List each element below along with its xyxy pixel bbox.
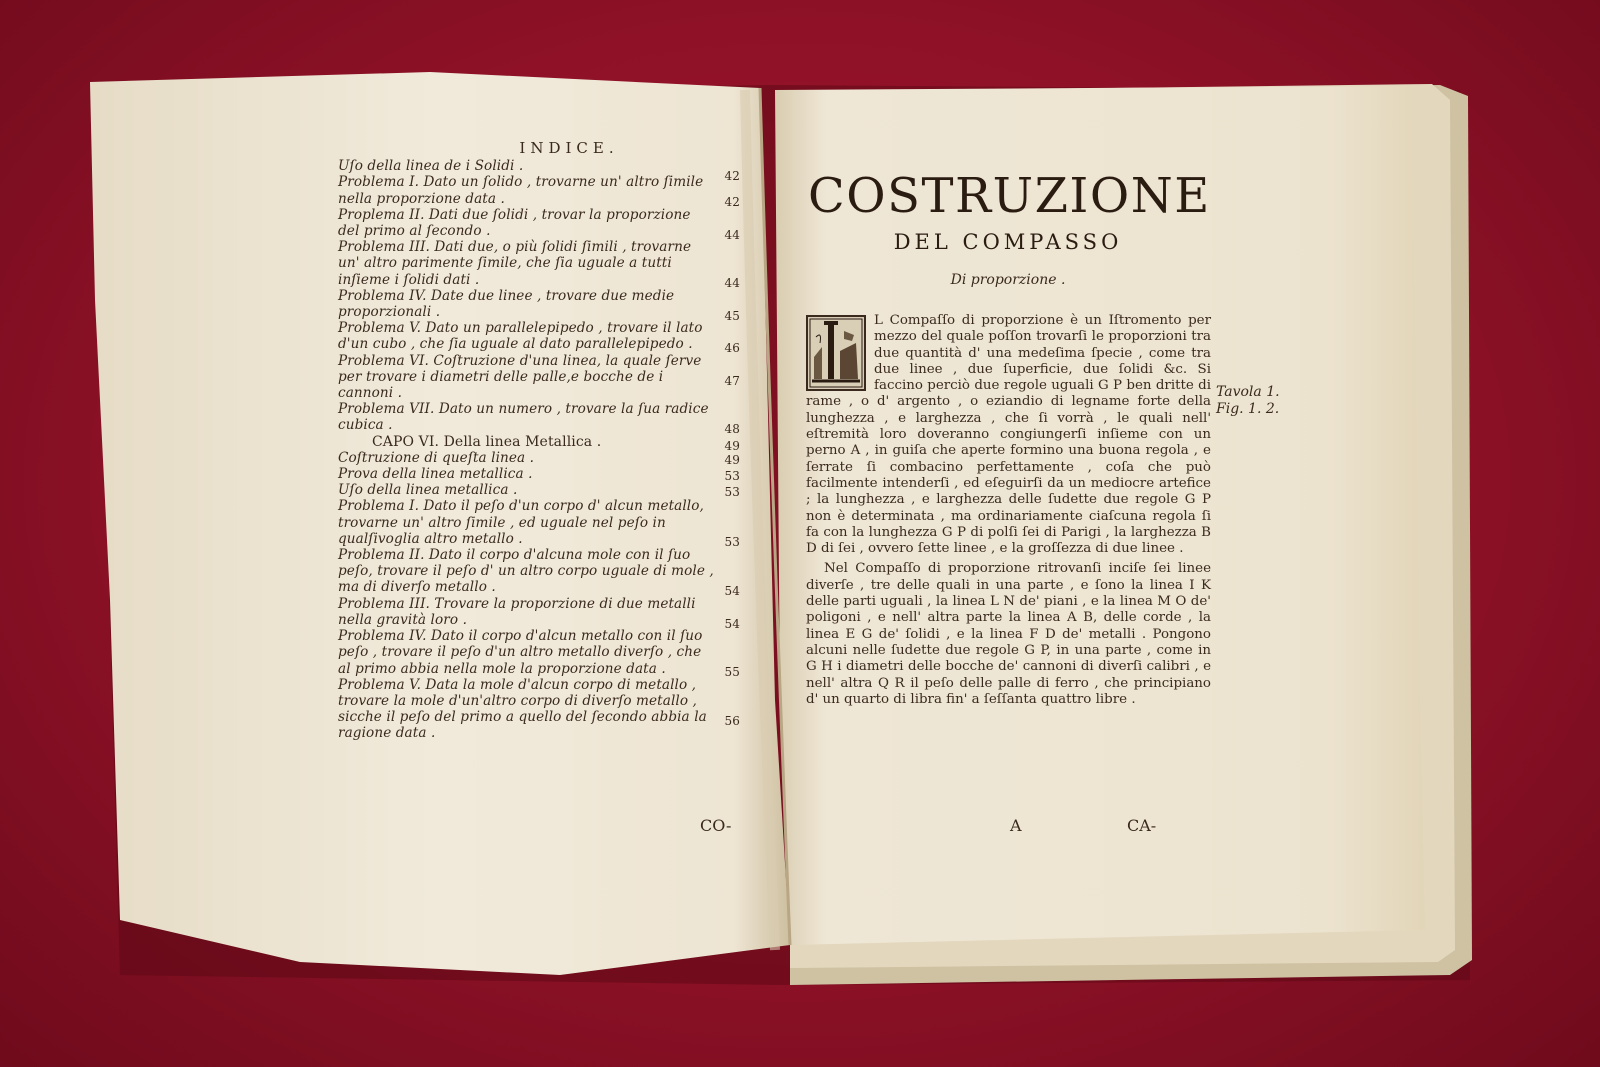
index-entry-text: Problema III. Trovare la proporzione di due metalli nella gravità loro . <box>338 595 696 628</box>
index-entry-text: Uſo della linea metallica . <box>338 482 518 499</box>
index-entry-text: Coſtruzione di queſta linea . <box>338 449 535 466</box>
margin-note-line: Tavola 1. <box>1216 384 1280 400</box>
index-entry-text: Problema II. Dato il corpo d'alcuna mole con il ſuo peſo, trovare il peſo d' un altro corpo uguale di mole , ma di diverſo metallo . <box>338 547 714 596</box>
index-entry-page: 47 <box>724 373 740 388</box>
index-entry <box>338 433 740 453</box>
signature-mark: A <box>1010 816 1022 835</box>
index-entry-page: 49 <box>724 438 740 453</box>
chapter-subtitle: DEL COMPASSO <box>893 230 1123 254</box>
left-catchword: CO- <box>700 816 732 835</box>
body-paragraph-2: Nel Compaſſo di proporzione ritrovanſi inciſe ſei linee diverſe , tre delle quali in una parte , e ſono la linea I K delle parti uguali , la linea L N de' piani , e la linea M O de' poligoni , e nell' altra parte la linea A B, delle corde , la linea E G de' ſolidi , e la linea F D de' metalli . Pongono alcuni nelle ſudette due regole G P, in una parte , come in G H i diametri delle bocche de' cannoni di diverſi calibri , e nell' altra Q R il peſo delle palle di ferro , che principiano d' un quarto di libra fin' a ſeſſanta quattro libre . <box>806 561 1211 707</box>
index-header: INDICE. <box>519 139 619 157</box>
index-entry <box>338 482 740 498</box>
index-entry-text: Problema V. Dato un parallelepipedo , trovare il lato d'un cubo , che ſia uguale al dato parallelepipedo . <box>338 320 703 353</box>
index-entry-page: 53 <box>724 469 740 484</box>
index-chapter-heading: CAPO VI. Della linea Metallica . <box>372 433 602 450</box>
index-entry-page: 48 <box>724 422 740 437</box>
index-entry-page: 54 <box>724 584 740 599</box>
index-entry-text: Proplema II. Dati due ſolidi , trovar la proporzione del primo al ſecondo . <box>338 206 691 240</box>
index-entry-text: Problema V. Data la mole d'alcun corpo di metallo , trovare la mole d'un'altro corpo di diverſo metallo , sicche il peſo del primo a quello del ſecondo abbia la ragione data . <box>338 676 707 742</box>
index-entry-page: 49 <box>724 452 740 467</box>
index-entry <box>338 547 740 599</box>
woodcut-initial-illustration <box>806 315 866 391</box>
index-entry <box>338 287 740 323</box>
margin-note <box>1216 384 1280 418</box>
index-entry-page: 46 <box>724 341 740 356</box>
body-paragraph-1-text: L Compaſſo di proporzione è un Iſtromento per mezzo del quale poſſon trovarſi le proporzioni tra due quantità d' una medeſima ſpecie , come tra due linee , due ſuperficie, due ſolidi &c. Si faccino perciò due regole uguali G P ben dritte di rame , o d' argento , o eziandio di legname forte della lunghezza , e larghezza , che ſi vorrà , le quali nell' eſtremità loro doveranno congiungerſi inſieme con un perno A , in guiſa che aperte formino una buona regola , e ſerrate ſi combacino perfettamente , coſa che può facilmente intenderſi , ed eſeguirſi da un mediocre artefice ; la lunghezza , e larghezza delle ſudette due regole G P non è determinata , ma ordinariamente ciaſcuna regola ſi fa con la lunghezza G P di polſi ſei di Parigi , la larghezza B D di ſei , ovvero ſette linee , e la groſſezza di due linee . <box>806 313 1211 557</box>
body-paragraph-1 <box>806 313 1211 557</box>
left-page-index <box>338 140 740 742</box>
index-entry-page: 44 <box>724 227 740 242</box>
chapter-subtitle-italic: Di proporzione . <box>950 272 1066 288</box>
index-entry-page: 54 <box>724 616 740 631</box>
index-entry-page: 56 <box>724 713 740 728</box>
index-entry-text: Problema IV. Date due linee , trovare due medie proporzionali . <box>338 287 675 321</box>
index-entry <box>338 401 740 437</box>
chapter-title: COSTRUZIONE <box>808 168 1211 224</box>
index-entry-text: Problema VII. Dato un numero , trovare la ſua radice cubica . <box>338 401 709 434</box>
index-entry <box>338 353 740 402</box>
index-entry <box>338 320 740 356</box>
right-page-body <box>806 313 1211 712</box>
index-entry <box>338 466 740 482</box>
index-entry-text: Problema I. Dato un ſolido , trovarne un' altro ſimile nella proporzione data . <box>338 174 704 207</box>
index-entry <box>338 206 740 242</box>
index-entry <box>338 628 740 680</box>
margin-note-line: Fig. 1. 2. <box>1216 401 1280 417</box>
index-entry <box>338 239 740 291</box>
index-entry <box>338 158 740 184</box>
index-entry-page: 53 <box>724 485 740 500</box>
index-entry <box>338 677 740 742</box>
index-entry <box>338 450 740 466</box>
index-entry-text: Problema IV. Dato il corpo d'alcun metallo con il ſuo peſo , trovare il peſo d'un altro metallo diverſo , che al primo abbia nella mole la proporzione data . <box>338 628 703 677</box>
index-entry <box>338 174 740 210</box>
index-entry-page: 42 <box>724 195 740 210</box>
right-catchword: CA- <box>1127 816 1157 835</box>
index-entry <box>338 498 740 550</box>
index-entry-text: Problema I. Dato il peſo d'un corpo d' alcun metallo, trovarne un' altro ſimile , ed uguale nel peſo in qualſivoglia altro metallo . <box>338 498 704 547</box>
index-entry-page: 55 <box>724 665 740 680</box>
index-entry-page: 42 <box>724 169 740 184</box>
index-entry-text: Uſo della linea de i Solidi . <box>338 158 524 175</box>
index-entry <box>338 595 740 631</box>
index-entry-text: Problema III. Dati due, o più ſolidi ſimili , trovarne un' altro parimente ſimile, che ſia uguale a tutti inſieme i ſolidi dati . <box>338 239 692 288</box>
index-entry-page: 45 <box>724 308 740 323</box>
index-entry-page: 44 <box>724 276 740 291</box>
index-entry-text: Prova della linea metallica . <box>338 466 533 483</box>
index-entry-text: Problema VI. Coſtruzione d'una linea, la quale ſerve per trovare i diametri delle palle,e bocche de i cannoni . <box>338 352 702 402</box>
index-entry-page: 53 <box>724 535 740 550</box>
